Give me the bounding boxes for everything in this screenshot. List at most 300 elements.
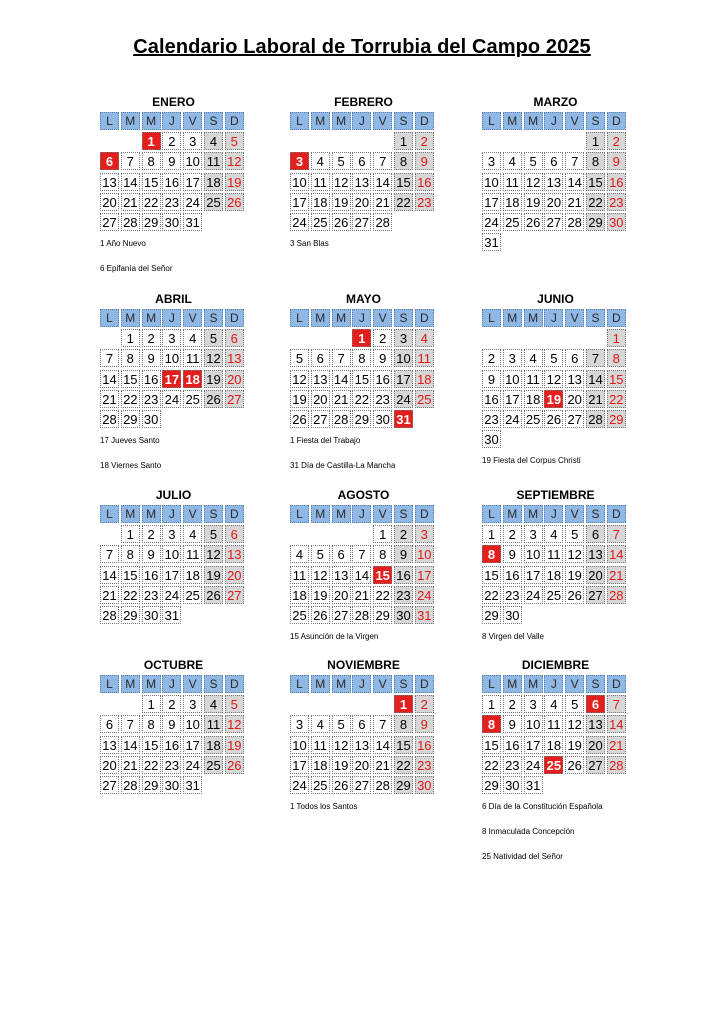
weekday-header: J <box>352 505 371 523</box>
day-cell: 5 <box>332 152 351 170</box>
day-cell: 5 <box>311 545 330 563</box>
day-cell: 21 <box>332 390 351 408</box>
day-cell: 8 <box>142 715 161 733</box>
weekday-header: V <box>373 505 392 523</box>
day-cell: 10 <box>290 736 309 754</box>
weekday-header: L <box>482 675 501 693</box>
day-cell: 13 <box>352 736 371 754</box>
day-cell: 11 <box>311 173 330 191</box>
weekday-header: L <box>482 505 501 523</box>
day-cell: 12 <box>311 566 330 584</box>
weekday-header: D <box>607 309 626 327</box>
weekday-header: S <box>204 112 223 130</box>
weekday-header: S <box>394 675 413 693</box>
day-cell: 8 <box>586 152 605 170</box>
holiday-day-cell: 19 <box>544 390 563 408</box>
day-cell: 10 <box>415 545 434 563</box>
day-cell: 16 <box>162 173 181 191</box>
day-cell: 25 <box>311 776 330 794</box>
day-cell: 16 <box>482 390 501 408</box>
day-cell: 23 <box>503 586 522 604</box>
day-cell: 1 <box>142 695 161 713</box>
weekday-header: M <box>503 309 522 327</box>
day-cell: 30 <box>162 776 181 794</box>
day-cell: 27 <box>225 390 244 408</box>
holiday-day-cell: 25 <box>544 756 563 774</box>
day-cell: 15 <box>607 370 626 388</box>
day-cell: 26 <box>311 606 330 624</box>
day-cell: 4 <box>183 329 202 347</box>
day-cell: 30 <box>142 410 161 428</box>
day-cell: 16 <box>503 736 522 754</box>
day-cell: 15 <box>586 173 605 191</box>
day-cell: 6 <box>565 349 584 367</box>
weekday-header: M <box>524 505 543 523</box>
day-cell: 3 <box>162 525 181 543</box>
day-cell: 17 <box>415 566 434 584</box>
day-cell: 11 <box>311 736 330 754</box>
holiday-day-cell: 1 <box>394 695 413 713</box>
weekday-header: M <box>332 112 351 130</box>
day-cell: 6 <box>332 545 351 563</box>
page-title: Calendario Laboral de Torrubia del Campo 2025 <box>133 36 591 58</box>
day-cell: 26 <box>225 193 244 211</box>
day-cell: 26 <box>290 410 309 428</box>
weekday-header: V <box>373 675 392 693</box>
day-cell: 28 <box>352 606 371 624</box>
day-cell: 21 <box>586 390 605 408</box>
day-cell: 2 <box>415 695 434 713</box>
day-cell: 3 <box>290 715 309 733</box>
day-cell: 31 <box>524 776 543 794</box>
day-cell: 23 <box>142 390 161 408</box>
day-cell: 16 <box>607 173 626 191</box>
weekday-header: M <box>524 309 543 327</box>
day-cell: 21 <box>352 586 371 604</box>
day-cell: 21 <box>607 736 626 754</box>
holiday-note: 25 Natividad del Señor <box>482 852 563 862</box>
day-cell: 17 <box>524 736 543 754</box>
day-cell: 7 <box>121 715 140 733</box>
day-cell: 25 <box>204 193 223 211</box>
day-cell: 22 <box>607 390 626 408</box>
day-cell: 13 <box>332 566 351 584</box>
day-cell: 15 <box>482 566 501 584</box>
day-cell: 15 <box>121 566 140 584</box>
day-cell: 1 <box>607 329 626 347</box>
day-cell: 10 <box>394 349 413 367</box>
day-cell: 19 <box>332 193 351 211</box>
day-cell: 25 <box>415 390 434 408</box>
weekday-header: M <box>142 112 161 130</box>
day-cell: 19 <box>225 736 244 754</box>
day-cell: 20 <box>332 586 351 604</box>
day-cell: 26 <box>225 756 244 774</box>
day-cell: 13 <box>544 173 563 191</box>
day-cell: 16 <box>142 370 161 388</box>
holiday-note: 6 Día de la Constitución Española <box>482 802 603 812</box>
weekday-header: S <box>204 505 223 523</box>
day-cell: 20 <box>100 193 119 211</box>
day-cell: 18 <box>311 193 330 211</box>
day-cell: 13 <box>100 173 119 191</box>
holiday-note: 8 Inmaculada Concepción <box>482 827 575 837</box>
day-cell: 23 <box>162 193 181 211</box>
day-cell: 30 <box>503 776 522 794</box>
day-cell: 18 <box>544 736 563 754</box>
day-cell: 15 <box>352 370 371 388</box>
day-cell: 7 <box>332 349 351 367</box>
day-cell: 30 <box>482 430 501 448</box>
weekday-header: M <box>503 505 522 523</box>
day-cell: 24 <box>415 586 434 604</box>
day-cell: 10 <box>290 173 309 191</box>
day-cell: 5 <box>225 132 244 150</box>
day-cell: 9 <box>415 715 434 733</box>
day-cell: 20 <box>586 566 605 584</box>
day-cell: 14 <box>352 566 371 584</box>
day-cell: 13 <box>352 173 371 191</box>
day-cell: 18 <box>503 193 522 211</box>
weekday-header: S <box>394 309 413 327</box>
day-cell: 2 <box>162 695 181 713</box>
day-cell: 28 <box>373 213 392 231</box>
day-cell: 13 <box>586 545 605 563</box>
day-cell: 24 <box>394 390 413 408</box>
weekday-header: V <box>183 505 202 523</box>
weekday-header: J <box>352 309 371 327</box>
day-cell: 28 <box>100 410 119 428</box>
day-cell: 18 <box>415 370 434 388</box>
day-cell: 26 <box>565 586 584 604</box>
day-cell: 10 <box>183 715 202 733</box>
day-cell: 10 <box>183 152 202 170</box>
weekday-header: M <box>503 675 522 693</box>
day-cell: 6 <box>100 715 119 733</box>
day-cell: 12 <box>225 715 244 733</box>
day-cell: 19 <box>565 566 584 584</box>
day-cell: 27 <box>586 756 605 774</box>
day-cell: 7 <box>565 152 584 170</box>
day-cell: 11 <box>503 173 522 191</box>
day-cell: 22 <box>482 586 501 604</box>
day-cell: 11 <box>290 566 309 584</box>
day-cell: 17 <box>394 370 413 388</box>
holiday-note: 31 Día de Castilla-La Mancha <box>290 461 396 471</box>
holiday-day-cell: 1 <box>352 329 371 347</box>
holiday-note: 18 Viernes Santo <box>100 461 162 471</box>
day-cell: 27 <box>352 776 371 794</box>
weekday-header: L <box>482 112 501 130</box>
day-cell: 12 <box>524 173 543 191</box>
weekday-header: J <box>162 505 181 523</box>
day-cell: 24 <box>290 776 309 794</box>
day-cell: 1 <box>586 132 605 150</box>
day-cell: 21 <box>121 756 140 774</box>
day-cell: 16 <box>373 370 392 388</box>
day-cell: 9 <box>394 545 413 563</box>
weekday-header: M <box>142 675 161 693</box>
day-cell: 24 <box>503 410 522 428</box>
weekday-header: L <box>100 675 119 693</box>
day-cell: 7 <box>100 349 119 367</box>
day-cell: 9 <box>607 152 626 170</box>
day-cell: 11 <box>204 715 223 733</box>
day-cell: 8 <box>121 349 140 367</box>
day-cell: 8 <box>394 715 413 733</box>
day-cell: 18 <box>204 736 223 754</box>
day-cell: 15 <box>394 173 413 191</box>
day-cell: 13 <box>586 715 605 733</box>
day-cell: 9 <box>415 152 434 170</box>
day-cell: 4 <box>524 349 543 367</box>
day-cell: 16 <box>415 736 434 754</box>
weekday-header: M <box>332 675 351 693</box>
month-name: JUNIO <box>537 292 574 306</box>
day-cell: 13 <box>225 349 244 367</box>
day-cell: 6 <box>352 715 371 733</box>
day-cell: 5 <box>544 349 563 367</box>
day-cell: 17 <box>482 193 501 211</box>
holiday-note: 3 San Blas <box>290 239 329 249</box>
day-cell: 9 <box>162 152 181 170</box>
day-cell: 2 <box>415 132 434 150</box>
holiday-note: 6 Epifanía del Señor <box>100 264 173 274</box>
day-cell: 19 <box>332 756 351 774</box>
holiday-note: 8 Virgen del Valle <box>482 632 544 642</box>
day-cell: 11 <box>183 349 202 367</box>
weekday-header: J <box>544 112 563 130</box>
month-name: JULIO <box>155 488 192 502</box>
day-cell: 20 <box>311 390 330 408</box>
day-cell: 2 <box>373 329 392 347</box>
weekday-header: S <box>586 675 605 693</box>
day-cell: 3 <box>394 329 413 347</box>
day-cell: 4 <box>204 132 223 150</box>
day-cell: 1 <box>121 525 140 543</box>
month-name: FEBRERO <box>334 95 393 109</box>
holiday-day-cell: 8 <box>482 545 501 563</box>
weekday-header: D <box>415 112 434 130</box>
day-cell: 22 <box>142 756 161 774</box>
day-cell: 13 <box>311 370 330 388</box>
day-cell: 23 <box>394 586 413 604</box>
day-cell: 20 <box>565 390 584 408</box>
holiday-day-cell: 3 <box>290 152 309 170</box>
day-cell: 21 <box>607 566 626 584</box>
day-cell: 4 <box>311 152 330 170</box>
day-cell: 27 <box>100 213 119 231</box>
day-cell: 19 <box>204 370 223 388</box>
day-cell: 6 <box>352 152 371 170</box>
weekday-header: J <box>162 112 181 130</box>
day-cell: 29 <box>352 410 371 428</box>
day-cell: 19 <box>225 173 244 191</box>
day-cell: 20 <box>544 193 563 211</box>
day-cell: 22 <box>586 193 605 211</box>
day-cell: 15 <box>394 736 413 754</box>
day-cell: 12 <box>544 370 563 388</box>
holiday-note: 17 Jueves Santo <box>100 436 160 446</box>
day-cell: 26 <box>524 213 543 231</box>
day-cell: 1 <box>121 329 140 347</box>
day-cell: 9 <box>503 545 522 563</box>
day-cell: 5 <box>204 525 223 543</box>
day-cell: 7 <box>607 695 626 713</box>
weekday-header: S <box>394 112 413 130</box>
day-cell: 25 <box>503 213 522 231</box>
day-cell: 23 <box>142 586 161 604</box>
day-cell: 2 <box>503 695 522 713</box>
day-cell: 30 <box>607 213 626 231</box>
day-cell: 16 <box>142 566 161 584</box>
day-cell: 22 <box>121 586 140 604</box>
day-cell: 10 <box>162 545 181 563</box>
day-cell: 14 <box>121 173 140 191</box>
day-cell: 15 <box>121 370 140 388</box>
day-cell: 18 <box>204 173 223 191</box>
day-cell: 30 <box>415 776 434 794</box>
day-cell: 12 <box>225 152 244 170</box>
day-cell: 13 <box>100 736 119 754</box>
day-cell: 22 <box>394 756 413 774</box>
day-cell: 25 <box>204 756 223 774</box>
day-cell: 8 <box>373 545 392 563</box>
day-cell: 3 <box>183 695 202 713</box>
holiday-day-cell: 31 <box>394 410 413 428</box>
weekday-header: M <box>311 675 330 693</box>
weekday-header: J <box>352 112 371 130</box>
holiday-day-cell: 6 <box>586 695 605 713</box>
day-cell: 2 <box>503 525 522 543</box>
day-cell: 6 <box>225 525 244 543</box>
day-cell: 10 <box>482 173 501 191</box>
day-cell: 24 <box>524 756 543 774</box>
day-cell: 7 <box>607 525 626 543</box>
day-cell: 4 <box>290 545 309 563</box>
day-cell: 29 <box>121 410 140 428</box>
day-cell: 23 <box>607 193 626 211</box>
day-cell: 12 <box>565 715 584 733</box>
day-cell: 23 <box>373 390 392 408</box>
day-cell: 18 <box>544 566 563 584</box>
weekday-header: M <box>332 309 351 327</box>
day-cell: 25 <box>290 606 309 624</box>
holiday-note: 1 Año Nuevo <box>100 239 146 249</box>
weekday-header: J <box>544 505 563 523</box>
day-cell: 17 <box>290 193 309 211</box>
day-cell: 18 <box>311 756 330 774</box>
day-cell: 5 <box>332 715 351 733</box>
day-cell: 20 <box>225 370 244 388</box>
weekday-header: M <box>311 505 330 523</box>
day-cell: 11 <box>544 545 563 563</box>
day-cell: 28 <box>586 410 605 428</box>
day-cell: 5 <box>565 695 584 713</box>
day-cell: 20 <box>352 193 371 211</box>
day-cell: 25 <box>311 213 330 231</box>
day-cell: 27 <box>586 586 605 604</box>
day-cell: 1 <box>373 525 392 543</box>
day-cell: 28 <box>607 586 626 604</box>
day-cell: 28 <box>121 213 140 231</box>
day-cell: 22 <box>142 193 161 211</box>
day-cell: 14 <box>373 736 392 754</box>
holiday-note: 1 Fiesta del Trabajo <box>290 436 361 446</box>
day-cell: 6 <box>311 349 330 367</box>
weekday-header: L <box>482 309 501 327</box>
day-cell: 20 <box>225 566 244 584</box>
month-name: MARZO <box>533 95 578 109</box>
day-cell: 17 <box>183 736 202 754</box>
weekday-header: S <box>586 505 605 523</box>
day-cell: 6 <box>225 329 244 347</box>
day-cell: 13 <box>225 545 244 563</box>
weekday-header: M <box>332 505 351 523</box>
day-cell: 14 <box>586 370 605 388</box>
weekday-header: L <box>290 112 309 130</box>
day-cell: 10 <box>524 545 543 563</box>
day-cell: 29 <box>142 776 161 794</box>
day-cell: 27 <box>100 776 119 794</box>
day-cell: 17 <box>524 566 543 584</box>
day-cell: 4 <box>311 715 330 733</box>
month-name: ABRIL <box>155 292 192 306</box>
day-cell: 9 <box>162 715 181 733</box>
weekday-header: V <box>183 675 202 693</box>
day-cell: 5 <box>524 152 543 170</box>
day-cell: 9 <box>482 370 501 388</box>
day-cell: 17 <box>183 173 202 191</box>
day-cell: 28 <box>332 410 351 428</box>
day-cell: 5 <box>225 695 244 713</box>
day-cell: 21 <box>100 586 119 604</box>
day-cell: 28 <box>607 756 626 774</box>
weekday-header: M <box>142 309 161 327</box>
weekday-header: L <box>290 675 309 693</box>
day-cell: 4 <box>544 695 563 713</box>
day-cell: 3 <box>162 329 181 347</box>
day-cell: 13 <box>565 370 584 388</box>
day-cell: 5 <box>204 329 223 347</box>
day-cell: 20 <box>586 736 605 754</box>
day-cell: 26 <box>204 586 223 604</box>
day-cell: 12 <box>204 545 223 563</box>
day-cell: 23 <box>503 756 522 774</box>
weekday-header: D <box>225 505 244 523</box>
day-cell: 12 <box>332 173 351 191</box>
day-cell: 4 <box>503 152 522 170</box>
day-cell: 15 <box>482 736 501 754</box>
weekday-header: L <box>290 309 309 327</box>
month-name: DICIEMBRE <box>521 658 590 672</box>
weekday-header: S <box>394 505 413 523</box>
day-cell: 4 <box>204 695 223 713</box>
day-cell: 29 <box>586 213 605 231</box>
weekday-header: J <box>352 675 371 693</box>
weekday-header: M <box>121 112 140 130</box>
day-cell: 14 <box>332 370 351 388</box>
day-cell: 26 <box>565 756 584 774</box>
weekday-header: D <box>607 675 626 693</box>
day-cell: 29 <box>482 606 501 624</box>
day-cell: 23 <box>415 756 434 774</box>
day-cell: 21 <box>121 193 140 211</box>
day-cell: 1 <box>394 132 413 150</box>
day-cell: 22 <box>373 586 392 604</box>
day-cell: 25 <box>183 586 202 604</box>
month-name: ENERO <box>152 95 195 109</box>
